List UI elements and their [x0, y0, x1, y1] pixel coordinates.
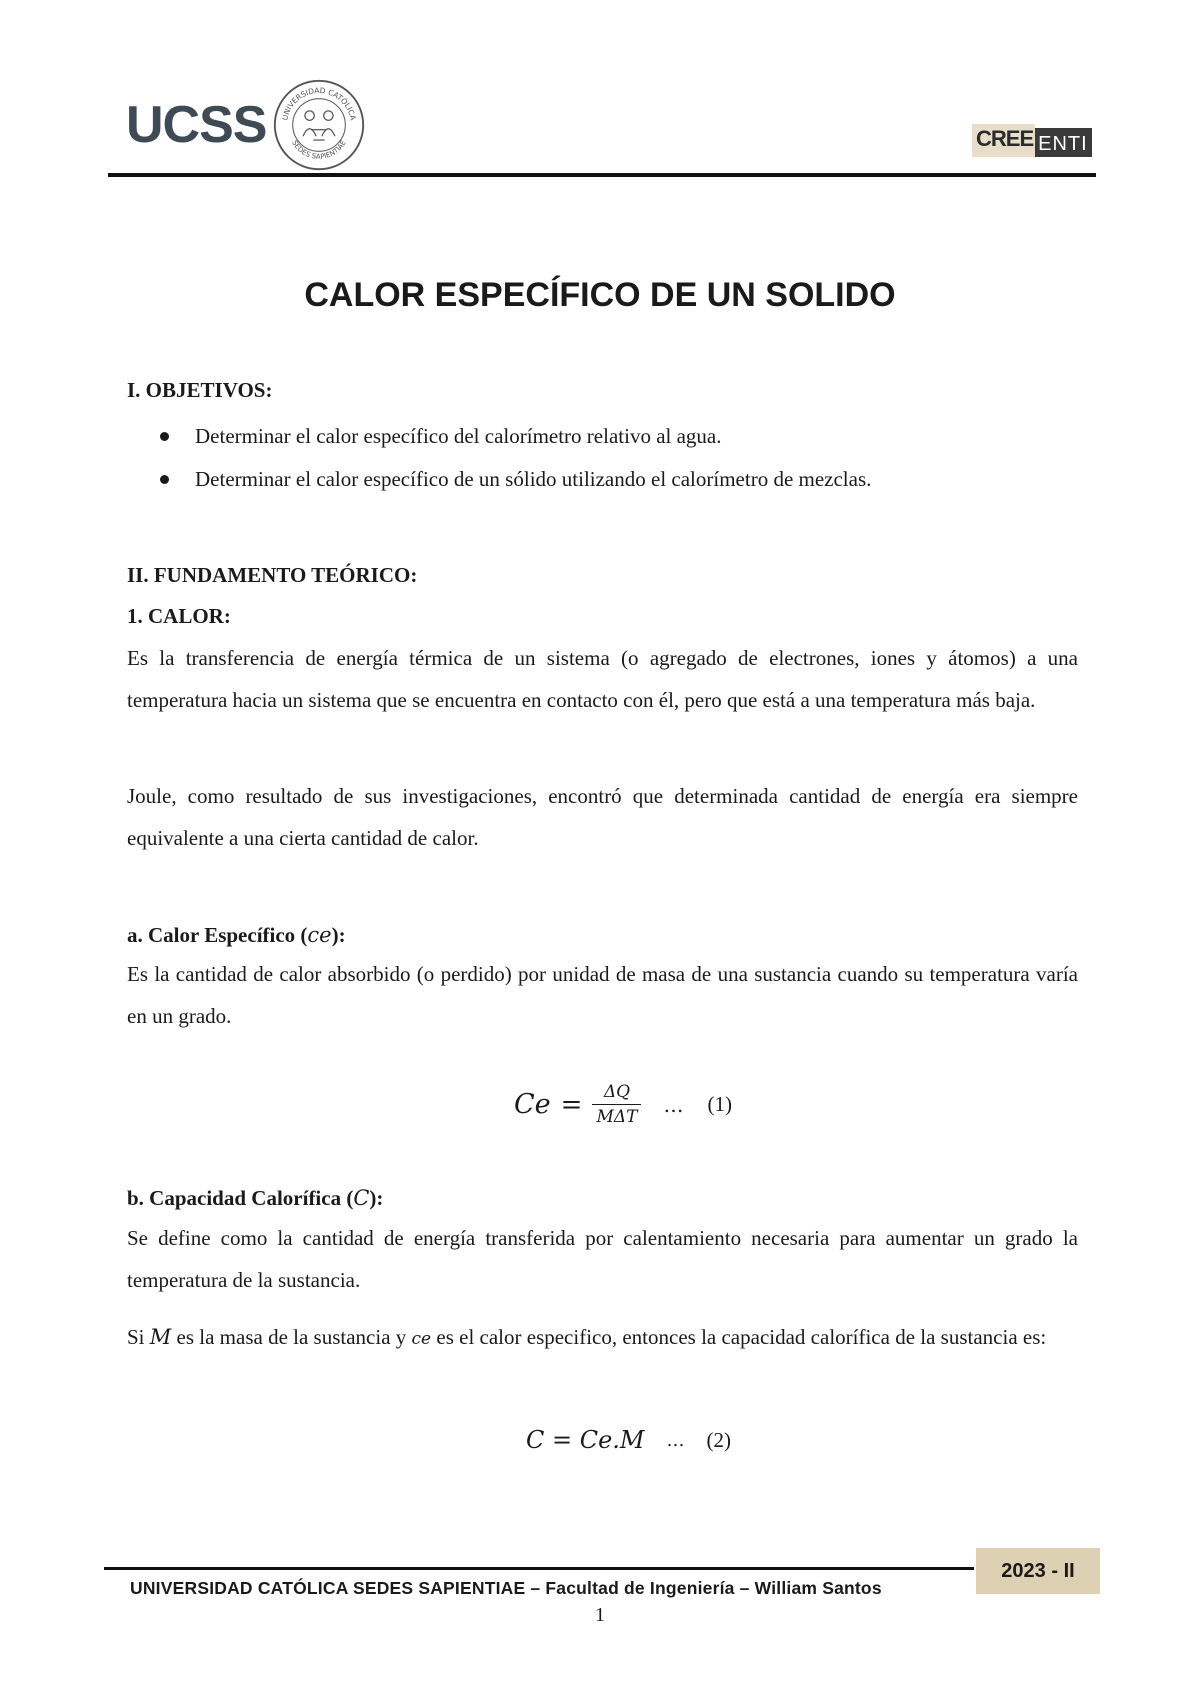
footer-divider — [104, 1567, 974, 1570]
badge-left-text: CREE — [972, 124, 1035, 157]
eq1-equals: = — [560, 1089, 583, 1120]
bullet-icon — [160, 432, 169, 441]
objective-bullet-2: Determinar el calor específico de un sólido utilizando el calorímetro de mezclas. — [160, 467, 871, 492]
footer-text: UNIVERSIDAD CATÓLICA SEDES SAPIENTIAE – Facultad de Ingeniería – William Santos — [130, 1578, 882, 1598]
seal-top-text: UNIVERSIDAD CATÓLICA — [280, 85, 359, 122]
c-symbol: C — [353, 1186, 370, 1210]
masa-paragraph: Si M es la masa de la sustancia y ce es el calor especifico, entonces la capacidad calorífica de la sustancia es: — [127, 1325, 1047, 1349]
eq2-number: (2) — [706, 1427, 731, 1452]
section-objetivos-heading: I. OBJETIVOS: — [127, 378, 273, 402]
calor-paragraph: Es la transferencia de energía térmica de un sistema (o agregado de electrones, iones y átomos) a una temperatura hacia un sistema que se encuentra en contacto con él, pero que está a una temperatura más baja. — [127, 646, 1078, 712]
ce-inline-symbol: ce — [411, 1329, 432, 1349]
cree-enti-badge — [972, 124, 1092, 157]
year-badge: 2023 - II — [976, 1548, 1100, 1594]
m-symbol: M — [149, 1325, 172, 1349]
badge-right-text: ENTI — [1035, 128, 1092, 157]
calor-heading: 1. CALOR: — [127, 604, 231, 628]
ce-symbol: ce — [307, 923, 332, 947]
document-title: CALOR ESPECÍFICO DE UN SOLIDO — [304, 276, 896, 314]
bullet-icon — [160, 475, 169, 484]
eq1-number: (1) — [707, 1092, 732, 1116]
header-divider — [108, 173, 1096, 177]
eq2-expression: C = Ce.M — [526, 1426, 645, 1454]
joule-paragraph: Joule, como resultado de sus investigaciones, encontró que determinada cantidad de energía era siempre equivalente a una cierta cantidad de calor. — [127, 784, 1078, 850]
objective-bullet-1: Determinar el calor específico del calorímetro relativo al agua. — [160, 424, 722, 449]
page-number: 1 — [595, 1604, 605, 1626]
svg-text:SEDES SAPIENTIAE — [291, 139, 349, 161]
calor-especifico-heading: a. Calor Específico (ce): — [127, 923, 346, 947]
eq1-dots: … — [663, 1092, 684, 1117]
eq1-denominator: MΔT — [596, 1107, 638, 1127]
ucss-logo — [126, 78, 366, 172]
eq1-lhs: Ce — [514, 1089, 551, 1120]
seal-bottom-text: SEDES SAPIENTIAE — [290, 138, 349, 161]
university-seal-icon — [272, 78, 366, 172]
calor-especifico-paragraph: Es la cantidad de calor absorbido (o perdido) por unidad de masa de una sustancia cuando su temperatura varía en un grado. — [127, 962, 1078, 1028]
capacidad-calorifica-paragraph: Se define como la cantidad de energía transferida por calentamiento necesaria para aumentar un grado la temperatura de la sustancia. — [127, 1226, 1078, 1292]
capacidad-calorifica-heading: b. Capacidad Calorífica (C): — [127, 1186, 384, 1210]
eq2-dots: … — [666, 1429, 685, 1451]
equation-2 — [526, 1426, 731, 1454]
logo-text: UCSS — [126, 96, 267, 154]
equation-1 — [514, 1082, 732, 1127]
section-fundamento-heading: II. FUNDAMENTO TEÓRICO: — [127, 563, 418, 587]
eq1-numerator: ΔQ — [592, 1082, 641, 1105]
eq1-fraction — [592, 1082, 641, 1127]
